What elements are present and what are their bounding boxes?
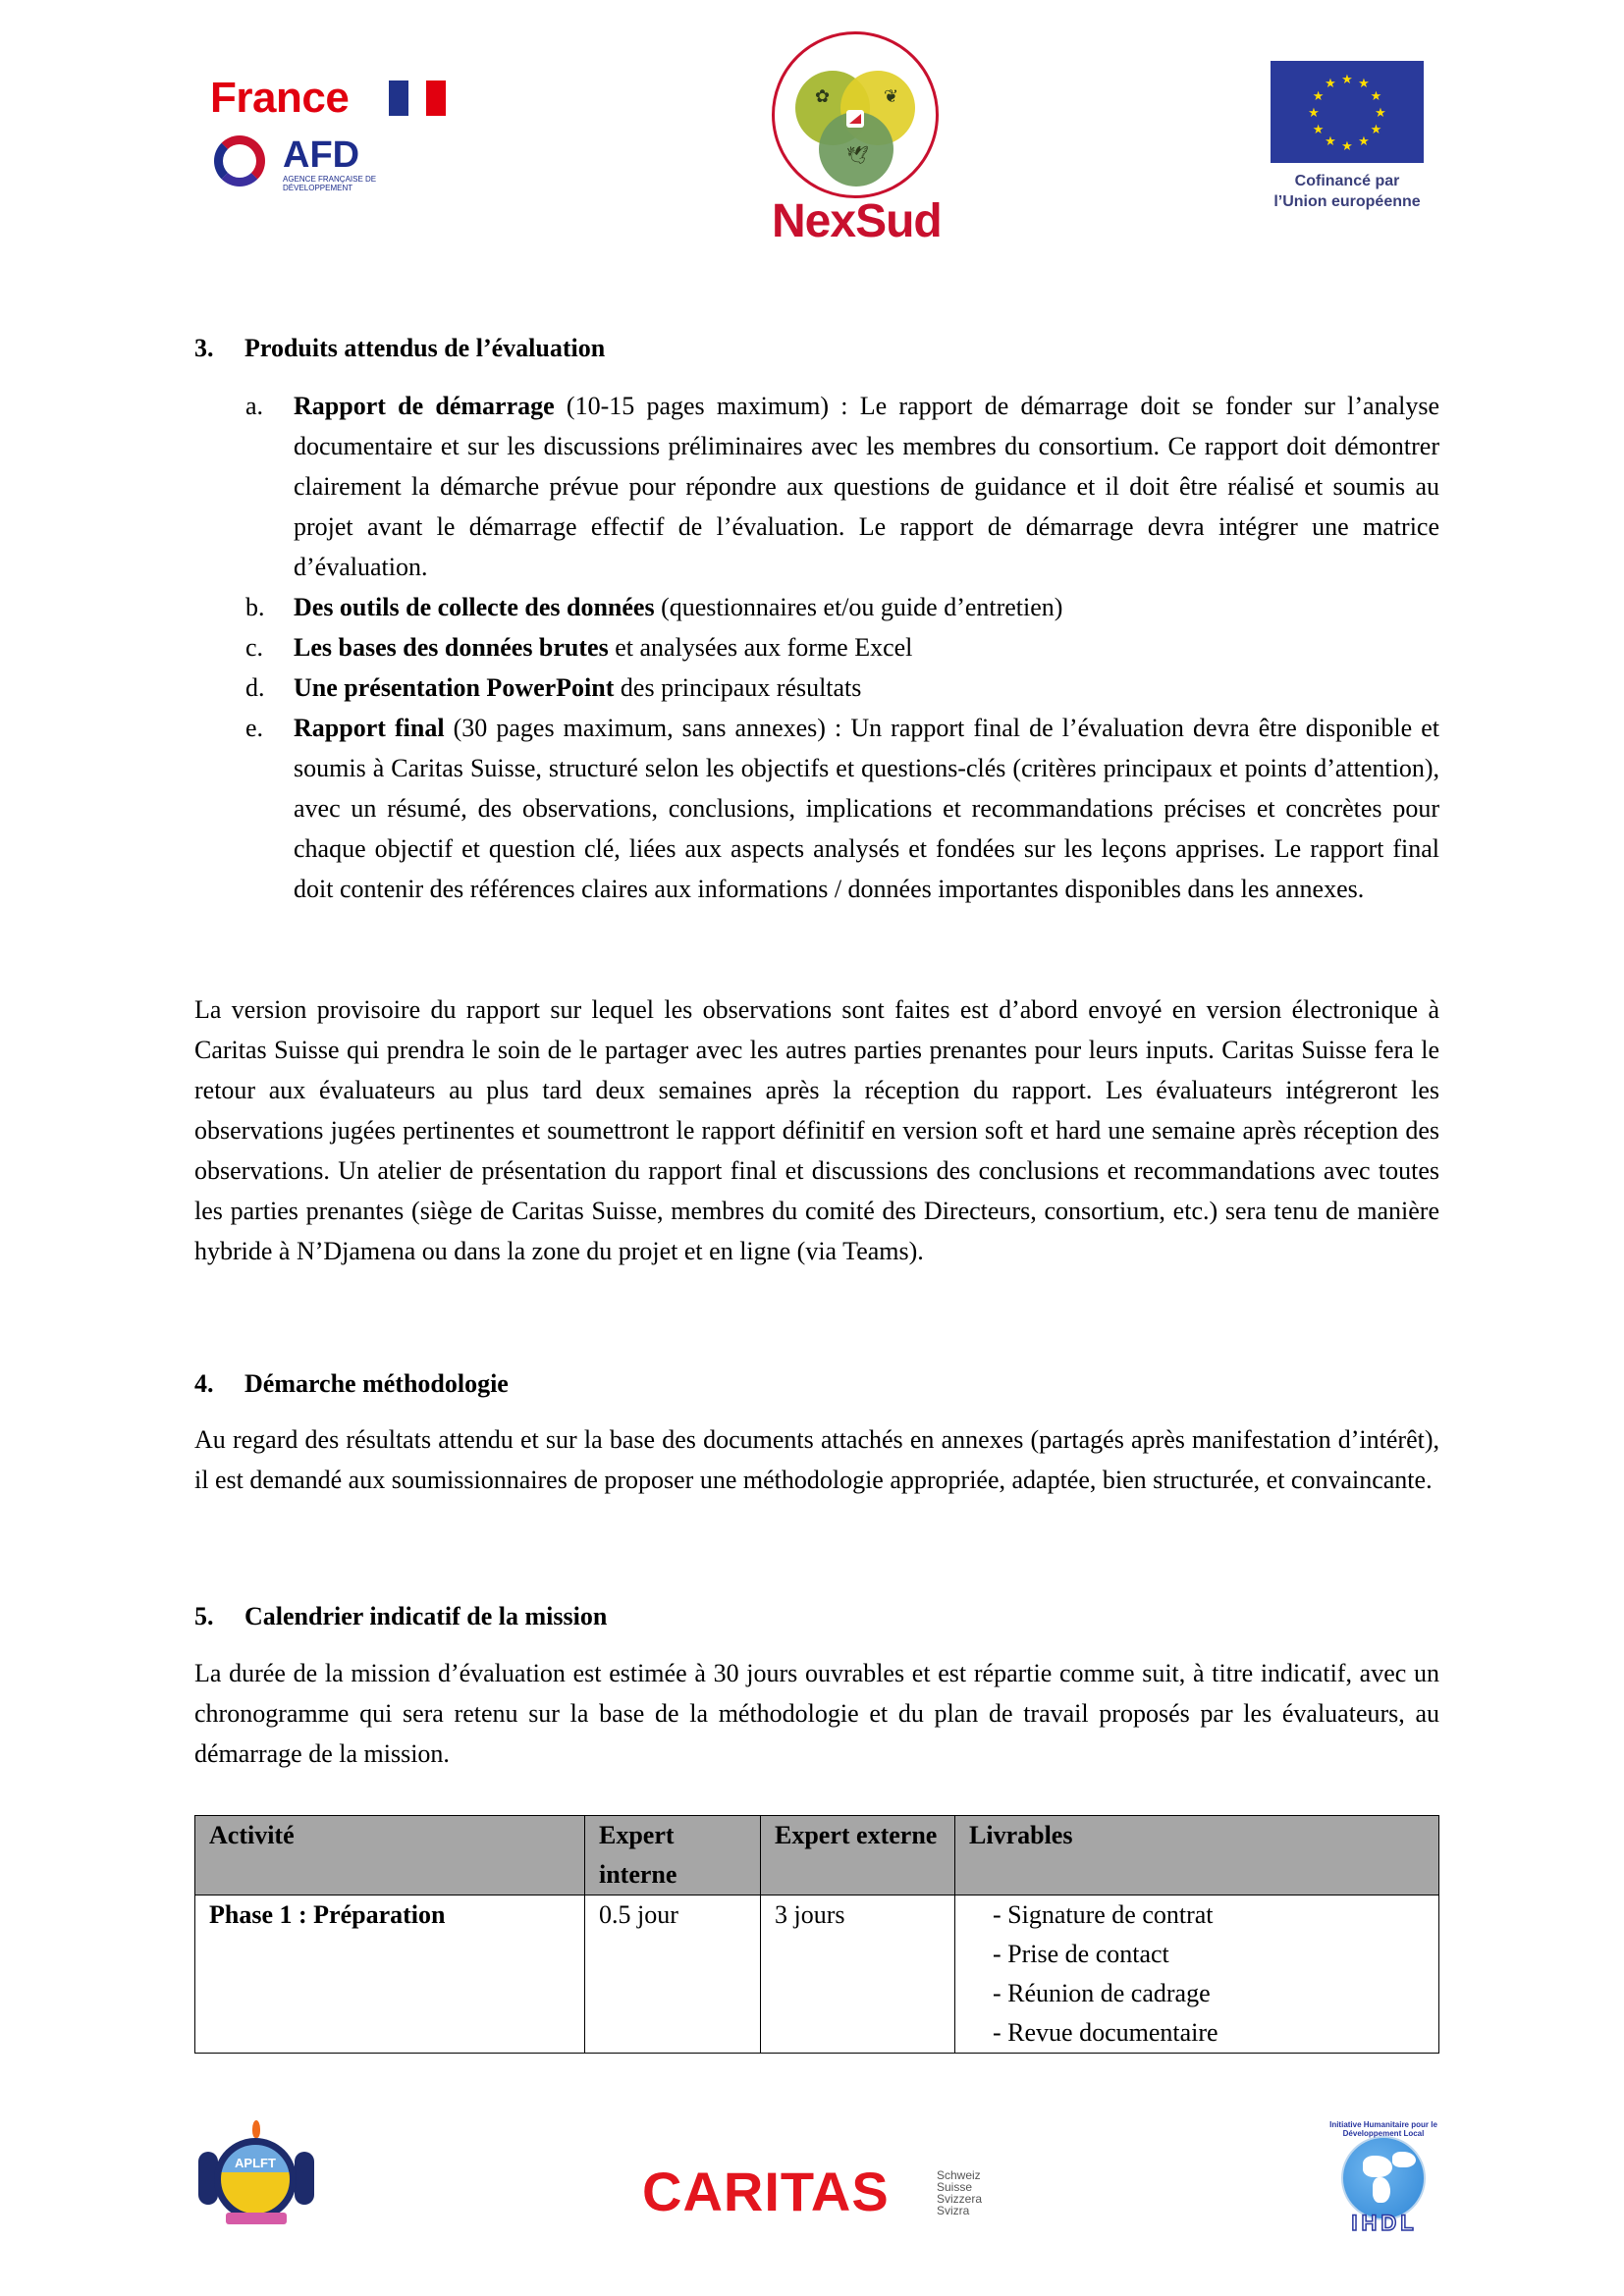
aplft-logo <box>192 2118 320 2234</box>
plant-icon: ❦ <box>884 86 899 106</box>
list-item-text <box>294 708 1439 909</box>
eu-star-icon: ★ <box>1341 71 1353 86</box>
caritas-lang: Schweiz <box>937 2168 981 2182</box>
caritas-lang: Svizra <box>937 2204 970 2217</box>
section-5-number: 5. <box>194 1602 214 1630</box>
nexsud-logo <box>772 31 942 247</box>
list-label: b. <box>245 593 265 621</box>
dove-icon: 🕊 <box>846 145 869 165</box>
section-5-heading <box>194 1596 607 1636</box>
caritas-languages <box>937 2169 982 2216</box>
livrable-item: - Signature de contrat <box>993 1900 1214 1929</box>
list-label: d. <box>245 673 265 702</box>
list-item-text <box>294 587 1439 627</box>
person-figure-right-icon <box>295 2152 314 2205</box>
deliverable-item-b <box>245 587 1439 627</box>
section-4-heading <box>194 1363 509 1404</box>
section-4-title: Démarche méthodologie <box>244 1369 509 1398</box>
section-5-title: Calendrier indicatif de la mission <box>244 1602 608 1630</box>
list-label: a. <box>245 392 264 420</box>
list-item-bold: Des outils de collecte des données <box>294 593 655 621</box>
globe-land <box>1392 2152 1416 2167</box>
eu-star-icon: ★ <box>1375 104 1386 120</box>
aplft-emblem <box>214 2138 297 2220</box>
nexsud-wordmark <box>772 195 942 247</box>
header-livrables: Livrables <box>955 1816 1439 1896</box>
caritas-lang: Svizzera <box>937 2192 983 2206</box>
list-item-text <box>294 667 1439 708</box>
eu-caption <box>1259 171 1435 212</box>
deliverable-item-e <box>245 708 1439 909</box>
list-item-body: (10-15 pages maximum) : Le rapport de démarrage doit se fonder sur l’analyse documentaire et sur les discussions préliminaires avec les membres du consortium. Ce rapport doit démontrer clairement la démarche prévue pour répondre aux questions de guidance et il doit être réalisé et soumis au projet avant le démarrage effectif de l’évaluation. Le rapport de démarrage devra intégrer une matrice d’évaluation. <box>294 392 1439 581</box>
afd-wordmark: AFD <box>283 134 360 176</box>
ihdl-acronym: IHDL <box>1351 2211 1418 2235</box>
section-5-paragraph: La durée de la mission d’évaluation est estimée à 30 jours ouvrables et est répartie comme suit, à titre indicatif, avec un chronogramme qui sera retenu sur la base de la méthodologie et du plan de travail proposés par les évaluateurs, au démarrage de la mission. <box>194 1659 1439 1768</box>
list-item-body: et analysées aux forme Excel <box>608 633 913 662</box>
list-item-bold: Les bases des données brutes <box>294 633 609 662</box>
section-3-paragraph: La version provisoire du rapport sur lequel les observations sont faites est d’abord envoyé en version électronique à Caritas Suisse qui prendra le soin de le partager avec les autres parties prenantes pour leurs inputs. Caritas Suisse fera le retour aux évaluateurs au plus tard deux semaines après la réception du rapport. Les évaluateurs intégreront les observations jugées pertinentes et soumettront le rapport définitif en version soft et hard une semaine après réception des observations. Un atelier de présentation du rapport final et discussions des conclusions et recommandations avec toutes les parties prenantes (siège de Caritas Suisse, membres du comité des Directeurs, consortium, etc.) sera tenu de manière hybride à N’Djamena ou dans la zone du projet et en ligne (via Teams). <box>194 995 1439 1265</box>
eu-star-icon: ★ <box>1312 87 1325 103</box>
eu-star-icon: ★ <box>1358 133 1370 148</box>
list-item-text <box>294 386 1439 587</box>
globe-land <box>1363 2156 1392 2177</box>
list-item-bold: Une présentation PowerPoint <box>294 673 615 702</box>
deliverable-item-d <box>245 667 1439 708</box>
livrable-item: - Prise de contact <box>993 1940 1169 1968</box>
afd-subtitle: AGENCE FRANÇAISE DE DÉVELOPPEMENT <box>283 175 377 192</box>
hand-flower-icon: ✿ <box>815 86 831 106</box>
growth-chart-icon <box>846 110 864 128</box>
ihdl-arc-text: Initiative Humanitaire pour le Développement Local <box>1329 2120 1437 2138</box>
section-4-number: 4. <box>194 1369 214 1398</box>
mission-schedule-table <box>194 1815 1439 2054</box>
livrable-item: - Réunion de cadrage <box>993 1979 1211 2007</box>
cell-expert-interne: 0.5 jour <box>585 1896 761 2054</box>
caritas-logo <box>642 2163 996 2222</box>
eu-star-icon: ★ <box>1370 121 1382 136</box>
eu-cofunding-logo <box>1259 61 1455 228</box>
deliverable-item-a <box>245 386 1439 587</box>
livrables-list <box>969 1896 1425 2053</box>
eu-star-icon: ★ <box>1341 137 1353 153</box>
eu-star-icon: ★ <box>1308 104 1320 120</box>
eu-star-icon: ★ <box>1325 76 1336 91</box>
eu-star-icon: ★ <box>1358 76 1370 91</box>
eu-caption-line1: Cofinancé par <box>1294 173 1400 189</box>
deliverable-item-c <box>245 627 1439 667</box>
eu-star-icon: ★ <box>1370 87 1382 103</box>
france-wordmark: France <box>210 74 350 122</box>
section-3-heading <box>194 328 605 368</box>
nexsud-name-part1: Nex <box>772 195 856 247</box>
section-3-title: Produits attendus de l’évaluation <box>244 334 606 362</box>
list-item-bold: Rapport de démarrage <box>294 392 555 420</box>
list-item-text <box>294 627 1439 667</box>
globe-land <box>1373 2177 1390 2203</box>
table-row <box>195 1896 1439 2054</box>
aplft-ribbon <box>226 2213 287 2224</box>
caritas-wordmark: CARITAS <box>642 2161 890 2222</box>
afd-ring-icon <box>214 135 265 187</box>
globe-icon <box>1341 2136 1426 2220</box>
header-expert-externe: Expert externe <box>761 1816 955 1896</box>
header-activite: Activité <box>195 1816 585 1896</box>
eu-caption-line2: l’Union européenne <box>1273 193 1421 210</box>
list-item-body: (30 pages maximum, sans annexes) : Un rapport final de l’évaluation devra être disponible et soumis à Caritas Suisse, structuré selon les objectifs et questions-clés (critères principaux et points d’attention), avec un résumé, des observations, conclusions, implications et recommandations précises et concrètes pour chaque objectif et question clé, liées aux aspects analysés et fondées sur les leçons apprises. Le rapport final doit contenir des références claires aux informations / données importantes disponibles dans les annexes. <box>294 714 1439 903</box>
section-4-paragraph: Au regard des résultats attendu et sur la base des documents attachés en annexes (partagés après manifestation d’intérêt), il est demandé aux soumissionnaires de proposer une méthodologie appropriée, adaptée, bien structurée, et convaincante. <box>194 1425 1439 1494</box>
livrable-item: - Revue documentaire <box>993 2018 1218 2047</box>
cell-livrables <box>955 1896 1439 2054</box>
eu-flag-icon <box>1271 61 1424 163</box>
eu-star-icon: ★ <box>1312 121 1325 136</box>
header-expert-interne: Expert interne <box>585 1816 761 1896</box>
cell-activity: Phase 1 : Préparation <box>195 1896 585 2054</box>
list-item-body: des principaux résultats <box>614 673 862 702</box>
list-item-body: (questionnaires et/ou guide d’entretien) <box>654 593 1063 621</box>
france-afd-logo <box>210 75 456 202</box>
nexsud-name-part2: Sud <box>855 195 942 247</box>
section-3-number: 3. <box>194 334 214 362</box>
french-flag-icon <box>389 80 446 116</box>
ihdl-logo <box>1322 2120 1445 2236</box>
list-label: c. <box>245 633 264 662</box>
list-item-bold: Rapport final <box>294 714 445 742</box>
aplft-acronym: APLFT <box>235 2156 276 2170</box>
flame-icon <box>252 2120 260 2138</box>
list-label: e. <box>245 714 264 742</box>
table-header-row <box>195 1816 1439 1896</box>
caritas-lang: Suisse <box>937 2180 973 2194</box>
cell-expert-externe: 3 jours <box>761 1896 955 2054</box>
eu-star-icon: ★ <box>1325 133 1336 148</box>
